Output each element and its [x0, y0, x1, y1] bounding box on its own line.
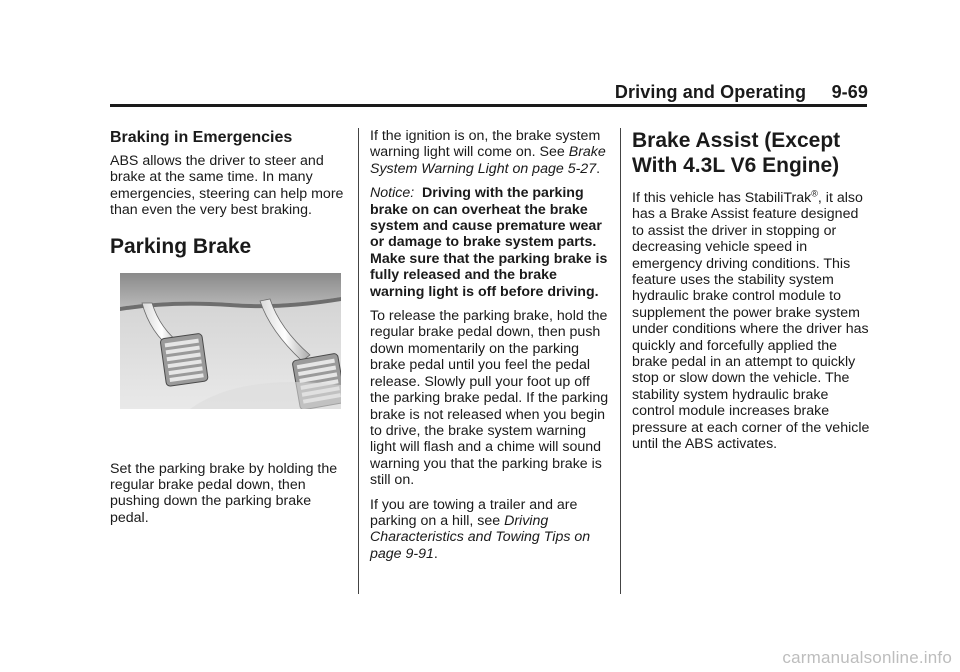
- para-set-parking-brake: Set the parking brake by holding the regular brake pedal down, then pushing down the parking brake pedal.: [110, 460, 338, 526]
- para-release-parking-brake: To release the parking brake, hold the regular brake pedal down, then push down momentarily on the parking brake pedal until you feel the pedal release. Slowly pull your foot up off the parking brake pedal. If the parking brake is not released when you begin to drive, the brake system warning light will flash and a chime will sound warning you that the parking brake is still on.: [370, 308, 609, 489]
- brake-pedals-svg: [120, 273, 341, 409]
- para-ignition-end: .: [596, 160, 601, 177]
- link-driving-towing-tips[interactable]: Driving Characteristics and Towing Tips on page 9-91: [370, 512, 591, 562]
- header-section: Driving and Operating: [614, 82, 807, 102]
- page-header: [615, 82, 868, 103]
- header-page-number: 9-69: [831, 82, 868, 102]
- column-divider-2: [620, 128, 621, 594]
- watermark: carmanualsonline.info: [782, 648, 952, 667]
- para-towing-end: .: [433, 545, 438, 562]
- notice-text: Driving with the parking brake on can overheat the brake system and cause premature wear or damage to brake system parts. Make sure that the parking brake is fully released and the brake warning light is off before driving.: [370, 185, 608, 300]
- notice-block: [370, 185, 610, 300]
- column-3: [632, 128, 870, 461]
- column-1: [110, 126, 348, 534]
- notice-label: Notice:: [370, 185, 415, 202]
- para-towing-text: If you are towing a trailer and are parking on a hill, see: [370, 496, 578, 529]
- column-2: [370, 128, 610, 570]
- registered-mark: ®: [811, 188, 818, 199]
- link-brake-warning-light[interactable]: Brake System Warning Light on page 5-27: [370, 144, 606, 177]
- section-heading-parking-brake: Parking Brake: [110, 234, 252, 258]
- brake-pedals-illustration: [120, 273, 341, 409]
- para-ignition-text: If the ignition is on, the brake system warning light will come on. See: [370, 128, 601, 161]
- column-divider-1: [358, 128, 359, 594]
- para-brake-assist: [632, 190, 870, 453]
- para-abs: ABS allows the driver to steer and brake at the same time. In many emergencies, steering can help more than even the very best braking.: [110, 153, 344, 219]
- sub-heading-braking-emergencies: Braking in Emergencies: [110, 129, 293, 146]
- para-brake-assist-start: If this vehicle has StabiliTrak: [632, 190, 812, 206]
- para-towing: [370, 497, 610, 563]
- para-brake-assist-body: , it also has a Brake Assist feature designed to assist the driver in stopping or decreasing vehicle speed in emergency driving conditions. This feature uses the stability system hydraulic brake control module to supplement the power brake system under conditions where the driver has quickly and forcefully applied the brake pedal in an attempt to quickly stop or slow down the vehicle. The stability system hydraulic brake control module increases brake pressure at each corner of the vehicle until the ABS activates.: [632, 190, 870, 453]
- para-ignition: [370, 128, 610, 177]
- section-heading-brake-assist: Brake Assist (Except With 4.3L V6 Engine): [632, 129, 841, 177]
- header-rule: [110, 104, 867, 107]
